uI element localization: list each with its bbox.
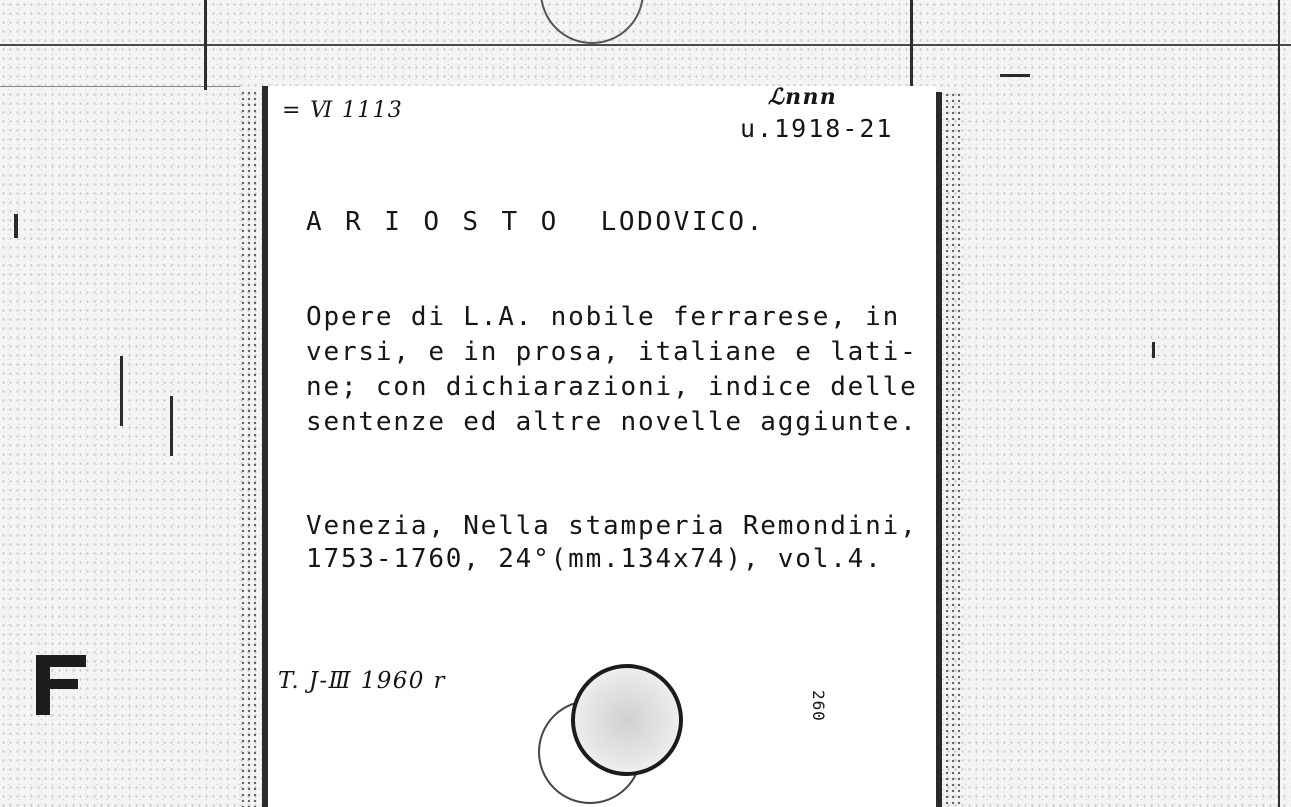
- vertical-rule-right: [910, 0, 913, 92]
- speck: [170, 396, 173, 456]
- speck: [1152, 342, 1155, 358]
- author-heading: A R I O S T O LODOVICO.: [306, 207, 765, 237]
- side-number: 260: [809, 690, 828, 722]
- f-marker-icon: [36, 655, 86, 715]
- bottom-handwritten-note: T. J-Ⅲ 1960 r: [278, 668, 446, 694]
- imprint-block: [306, 510, 918, 576]
- stamp-top-fragment: [540, 0, 644, 44]
- speck: [14, 214, 18, 238]
- vertical-rule-far-right: [1278, 0, 1280, 807]
- speck: [1000, 74, 1030, 77]
- library-stamp: [571, 664, 683, 776]
- title-line: ne; con dichiarazioni, indice delle: [306, 372, 918, 402]
- dotted-column-right: [944, 92, 962, 807]
- imprint-line: 1753-1760, 24°(mm.134x74), vol.4.: [306, 544, 883, 574]
- card-right-edge: [936, 92, 942, 807]
- speck: [120, 356, 123, 426]
- title-line: Opere di L.A. nobile ferrarese, in: [306, 302, 901, 332]
- shelfmark: = Ⅵ 1113: [282, 98, 404, 123]
- call-number: u.1918-21: [740, 114, 894, 143]
- title-block: [306, 300, 918, 440]
- title-line: versi, e in prosa, italiane e lati-: [306, 337, 918, 367]
- top-divider-line: [0, 44, 1291, 46]
- imprint-line: Venezia, Nella stamperia Remondini,: [306, 511, 918, 541]
- dotted-column-left: [240, 90, 258, 807]
- vertical-rule-left: [204, 0, 207, 90]
- handwritten-note: ℒnnn: [768, 84, 838, 110]
- title-line: sentenze ed altre novelle aggiunte.: [306, 407, 918, 437]
